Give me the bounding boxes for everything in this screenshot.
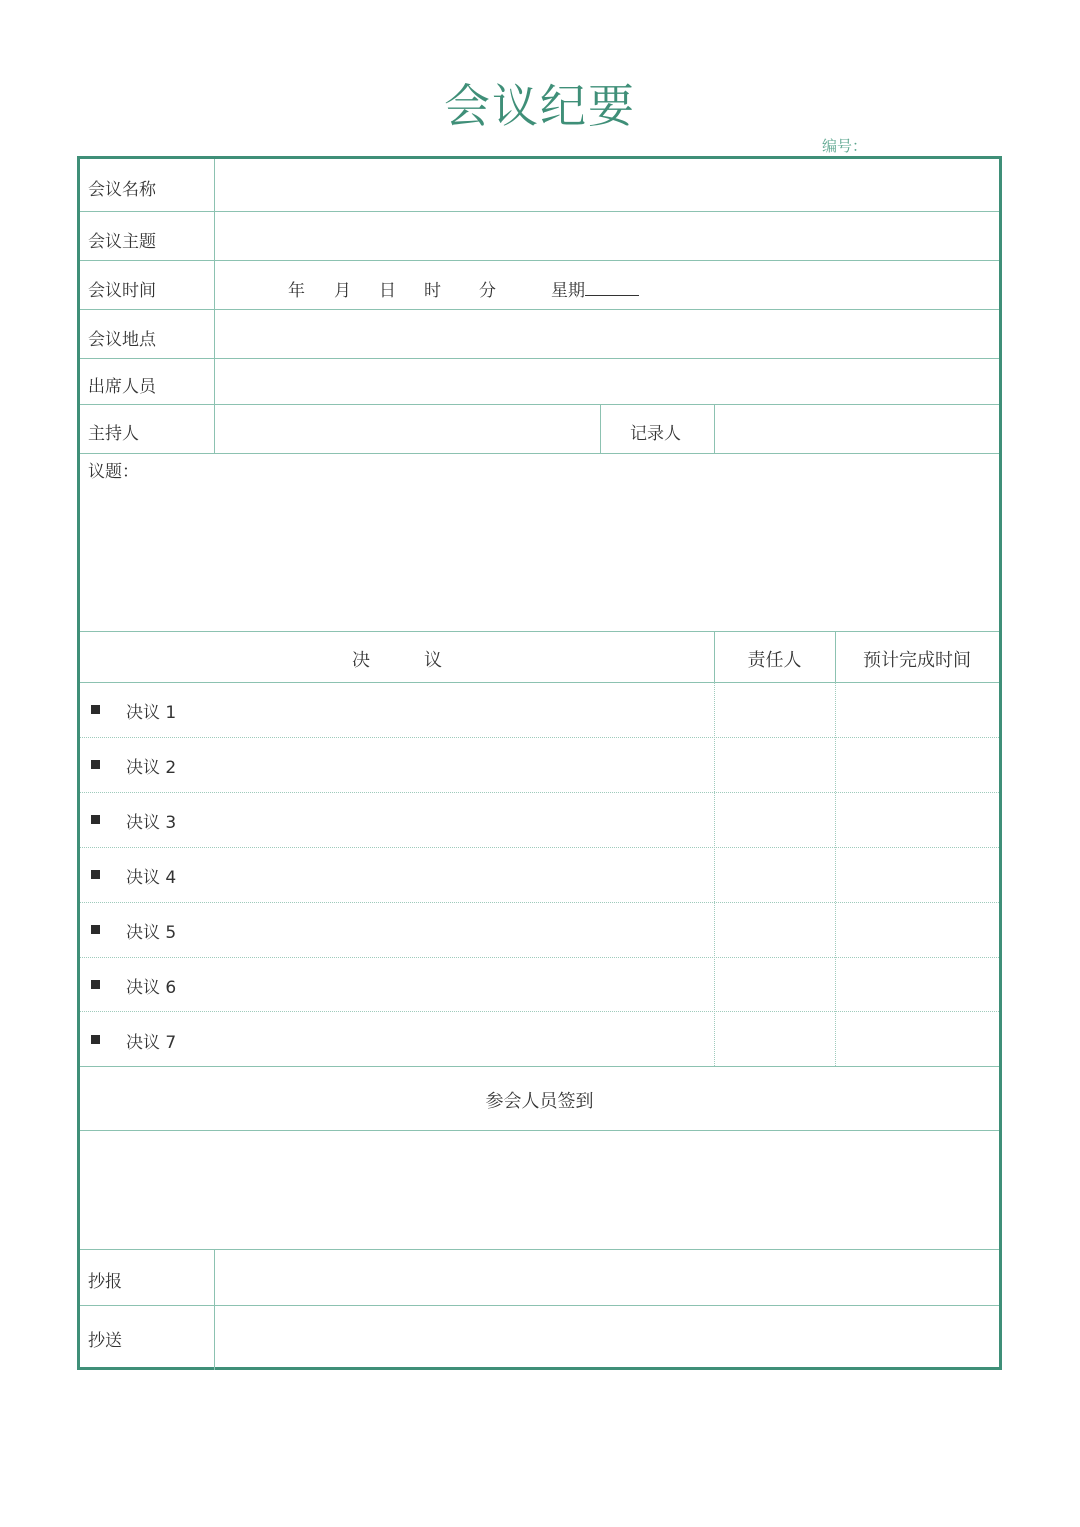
minutes-form (77, 156, 1002, 1370)
row-divider (80, 404, 999, 405)
weekday-label (551, 276, 639, 301)
row-divider (80, 1305, 999, 1306)
row-divider (80, 309, 999, 310)
attendees-label: 出席人员 (88, 377, 156, 397)
bullet-square-icon (91, 870, 100, 879)
row-divider-dotted (80, 847, 999, 848)
weekday-blank (585, 281, 639, 296)
row-divider-dotted (80, 737, 999, 738)
document-title: 会议纪要 (444, 79, 636, 133)
day-label: 日 (379, 281, 396, 301)
year-label: 年 (288, 281, 305, 301)
resolution-item: 决议 3 (126, 813, 177, 833)
col-divider (214, 159, 215, 453)
col-divider (714, 404, 715, 453)
resolution-header: 决 议 (352, 650, 442, 671)
col-divider (600, 404, 601, 453)
row-divider-dotted (80, 957, 999, 958)
meeting-topic-label: 会议主题 (88, 232, 156, 252)
row-divider (80, 260, 999, 261)
row-divider (80, 1066, 999, 1067)
row-divider (80, 1249, 999, 1250)
bullet-square-icon (91, 980, 100, 989)
meeting-time-label: 会议时间 (88, 281, 156, 301)
host-label: 主持人 (88, 424, 139, 444)
month-label: 月 (334, 281, 351, 301)
minute-label: 分 (479, 281, 496, 301)
row-divider (80, 453, 999, 454)
send-to-label: 抄送 (88, 1331, 122, 1351)
meeting-place-label: 会议地点 (88, 330, 156, 350)
bullet-square-icon (91, 925, 100, 934)
meeting-name-label: 会议名称 (88, 180, 156, 200)
resolution-item: 决议 5 (126, 923, 177, 943)
row-divider (80, 631, 999, 632)
bullet-square-icon (91, 1035, 100, 1044)
deadline-header: 预计完成时间 (863, 650, 971, 671)
bullet-square-icon (91, 705, 100, 714)
resolution-item: 决议 2 (126, 758, 177, 778)
bullet-square-icon (91, 815, 100, 824)
row-divider (80, 358, 999, 359)
row-divider (80, 1130, 999, 1131)
agenda-label: 议题： (88, 462, 139, 482)
col-divider-dotted (835, 682, 836, 1066)
recorder-label: 记录人 (630, 424, 681, 444)
resolution-item: 决议 1 (126, 703, 177, 723)
signin-label: 参会人员签到 (485, 1091, 594, 1112)
row-divider (80, 211, 999, 212)
row-divider-dotted (80, 792, 999, 793)
resolution-item: 决议 4 (126, 868, 177, 888)
col-divider-dotted (714, 682, 715, 1066)
responsible-header: 责任人 (747, 650, 802, 671)
weekday-text: 星期 (551, 281, 585, 301)
hour-label: 时 (424, 281, 441, 301)
bullet-square-icon (91, 760, 100, 769)
resolution-item: 决议 6 (126, 978, 177, 998)
row-divider (80, 682, 999, 683)
resolution-item: 决议 7 (126, 1033, 177, 1053)
doc-number-label: 编号： (822, 137, 868, 155)
report-to-label: 抄报 (88, 1272, 122, 1292)
row-divider-dotted (80, 1011, 999, 1012)
col-divider (214, 1249, 215, 1370)
row-divider-dotted (80, 902, 999, 903)
